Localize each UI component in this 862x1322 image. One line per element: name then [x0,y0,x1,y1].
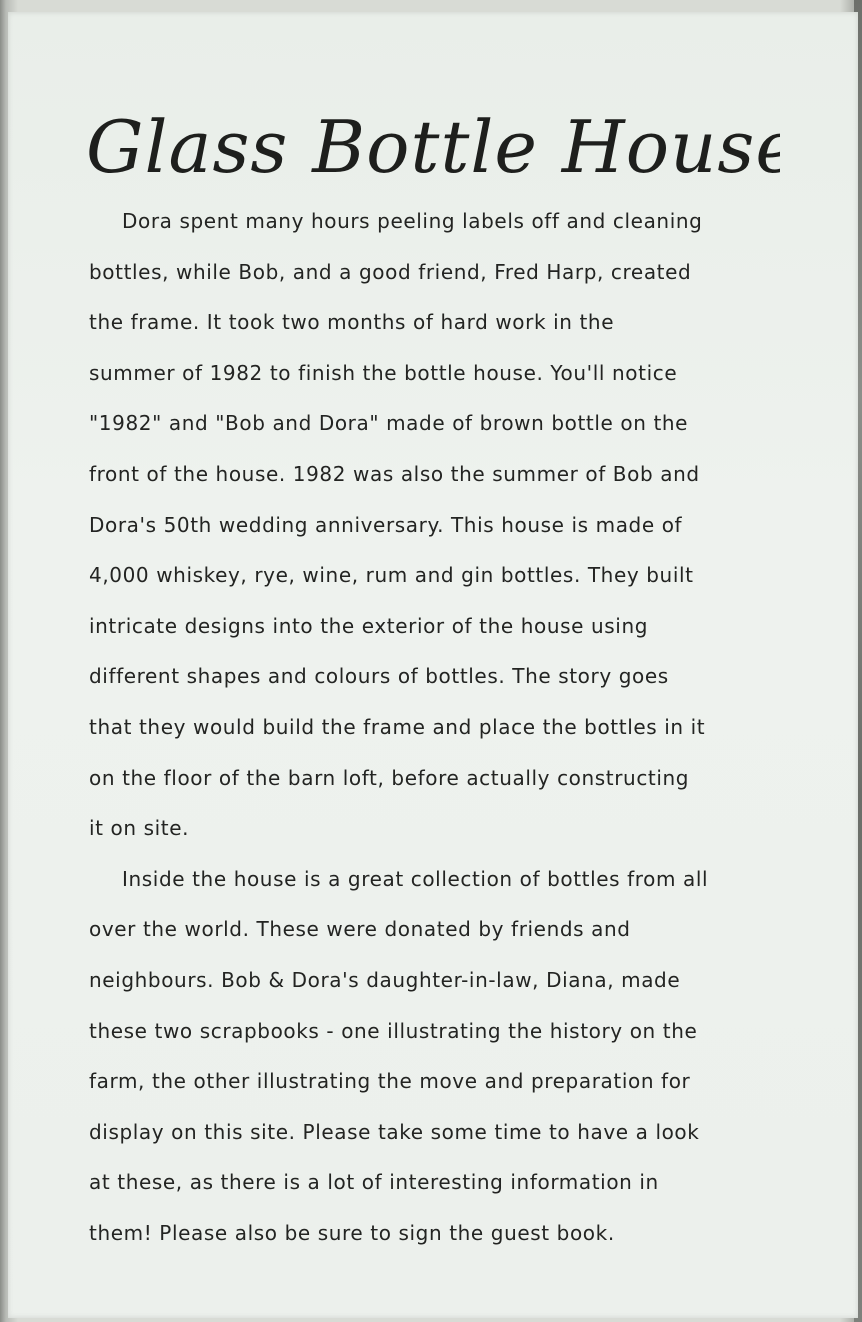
text-line: Dora's 50th wedding anniversary. This house is made of [89,512,683,537]
paragraph-2 [89,854,789,1259]
text-line: bottles, while Bob, and a good friend, Fred Harp, created [89,259,692,284]
text-line: that they would build the frame and place the bottles in it [89,714,706,739]
sign-body [89,196,789,1258]
sign-title-text: Glass Bottle House [86,105,780,189]
text-line: Inside the house is a great collection of bottles from all [122,866,709,891]
text-line: over the world. These were donated by friends and [89,917,631,942]
paragraph-1 [89,196,789,854]
text-line: summer of 1982 to finish the bottle house. You'll notice [89,360,678,385]
text-line: them! Please also be sure to sign the guest book. [89,1220,615,1245]
text-line: these two scrapbooks - one illustrating the history on the [89,1018,698,1043]
text-line: front of the house. 1982 was also the summer of Bob and [89,461,700,486]
text-line: at these, as there is a lot of interesting information in [89,1170,659,1195]
text-line: the frame. It took two months of hard work in the [89,310,615,335]
sign-title [80,88,780,200]
text-line: different shapes and colours of bottles. The story goes [89,664,669,689]
text-line: display on this site. Please take some time to have a look [89,1119,700,1144]
text-line: on the floor of the barn loft, before actually constructing [89,765,690,790]
text-line: farm, the other illustrating the move and preparation for [89,1069,691,1094]
text-line: intricate designs into the exterior of the house using [89,613,649,638]
text-line: neighbours. Bob & Dora's daughter-in-law, Diana, made [89,967,681,992]
text-line: Dora spent many hours peeling labels off and cleaning [122,209,703,233]
text-line: 4,000 whiskey, rye, wine, rum and gin bottles. They built [89,563,694,588]
text-line: "1982" and "Bob and Dora" made of brown bottle on the [89,411,689,436]
sign-title-svg [80,88,780,200]
text-line: it on site. [89,816,190,841]
